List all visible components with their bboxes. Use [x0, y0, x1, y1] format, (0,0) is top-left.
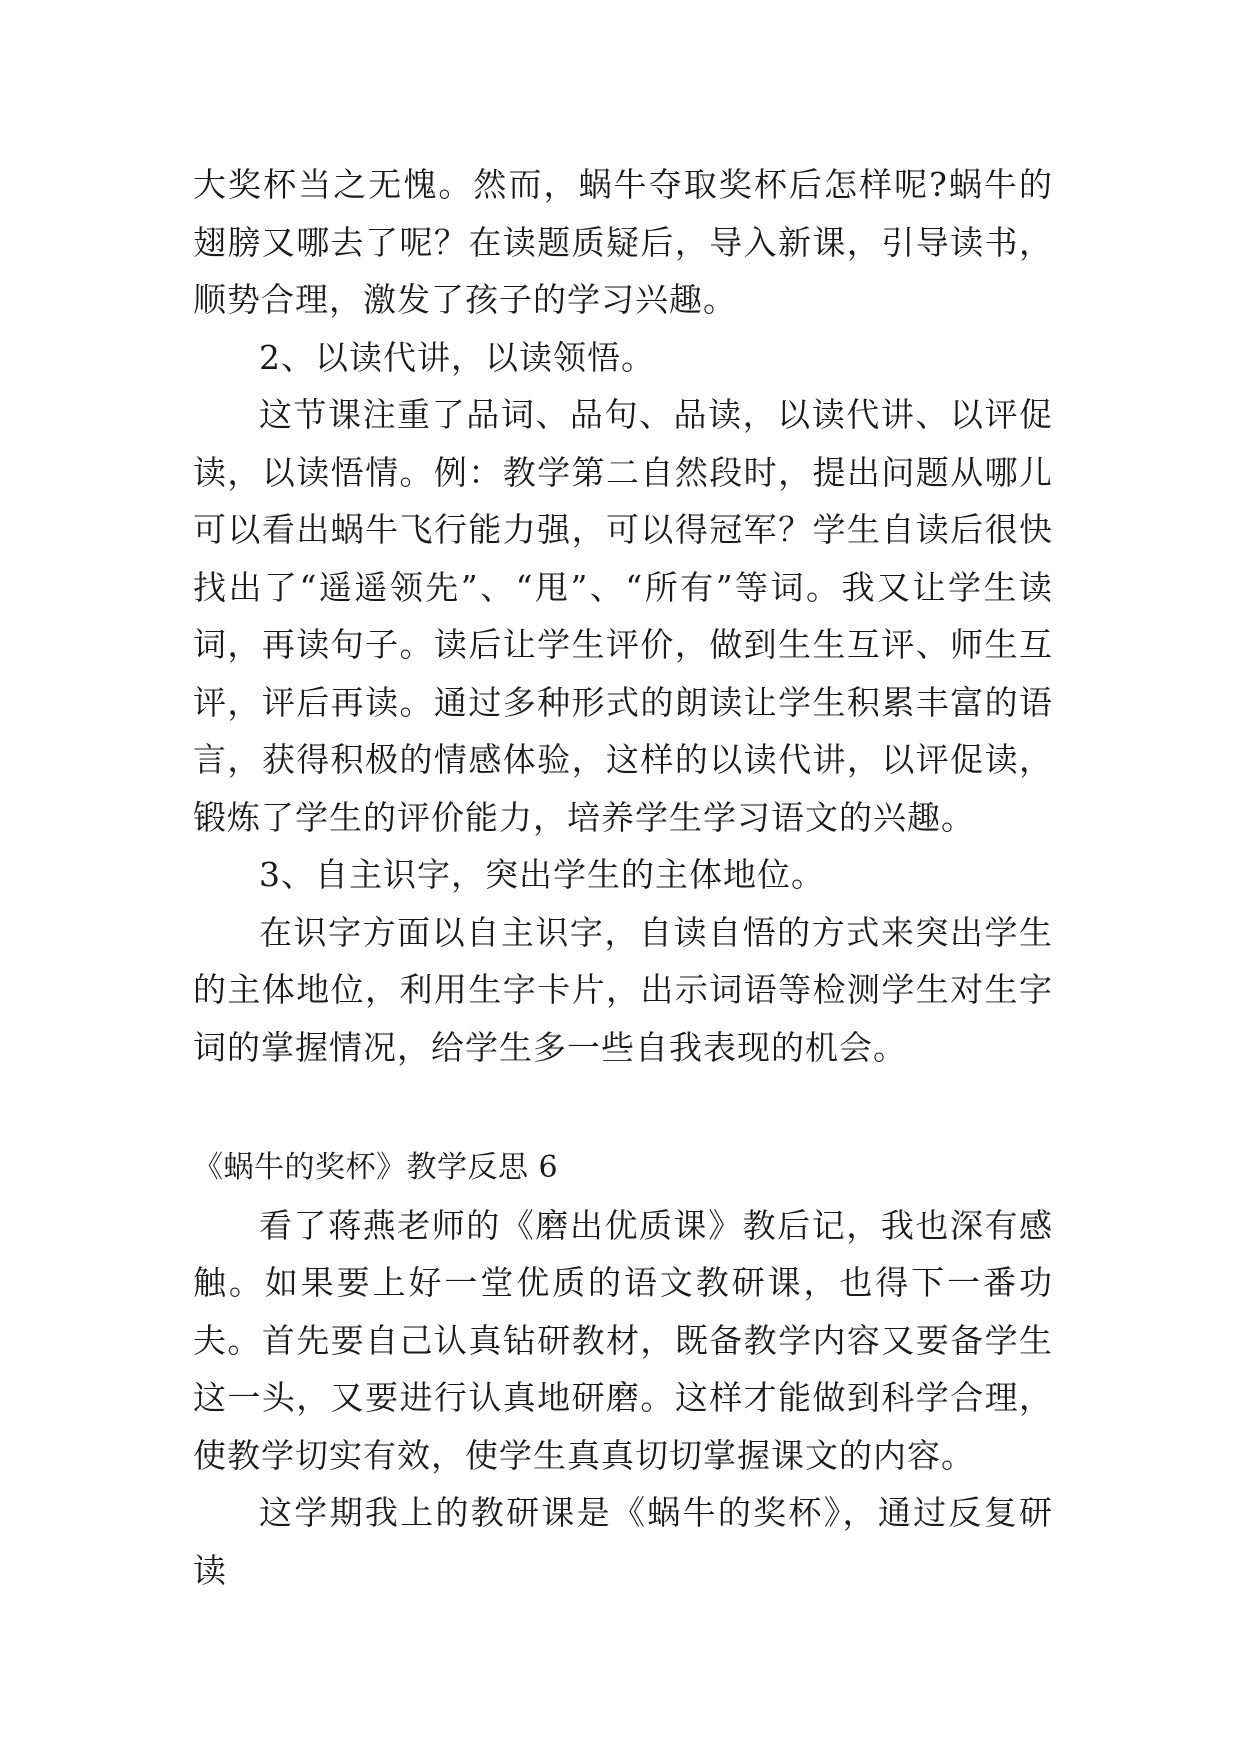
paragraph-heading-2: 2、以读代讲，以读领悟。	[259, 337, 655, 377]
document-page	[193, 156, 1053, 1599]
section-title: 《蜗牛的奖杯》教学反思 6	[193, 1150, 559, 1185]
paragraph-reflection: 看了蒋燕老师的《磨出优质课》教后记，我也深有感触。如果要上好一堂优质的语文教研课，也得下一番功夫。首先要自己认真钻研教材，既备教学内容又要备学生这一头，又要进行认真地研磨。这样才能做到科学合理，使教学切实有效，使学生真真切切掌握课文的内容。	[193, 1205, 1053, 1475]
paragraph-literacy: 在识字方面以自主识字，自读自悟的方式来突出学生的主体地位，利用生字卡片，出示词语等检测学生对生字词的掌握情况，给学生多一些自我表现的机会。	[193, 912, 1053, 1067]
paragraph-continuation: 大奖杯当之无愧。然而，蜗牛夺取奖杯后怎样呢?蜗牛的翅膀又哪去了呢？在读题质疑后，导入新课，引导读书，顺势合理，激发了孩子的学习兴趣。	[193, 165, 1053, 319]
paragraph-heading-3: 3、自主识字，突出学生的主体地位。	[259, 855, 825, 894]
paragraph-semester: 这学期我上的教研课是《蜗牛的奖杯》，通过反复研读	[193, 1493, 1053, 1590]
paragraph-reading: 这节课注重了品词、品句、品读，以读代讲、以评促读，以读悟情。例：教学第二自然段时，提出问题从哪儿可以看出蜗牛飞行能力强，可以得冠军？学生自读后很快找出了“遥遥领先”、“甩”、“所有”等词。我又让学生读词，再读句子。读后让学生评价，做到生生互评、师生互评，评后再读。通过多种形式的朗读让学生积累丰富的语言，获得积极的情感体验，这样的以读代讲，以评促读，锻炼了学生的评价能力，培养学生学习语文的兴趣。	[193, 395, 1053, 837]
